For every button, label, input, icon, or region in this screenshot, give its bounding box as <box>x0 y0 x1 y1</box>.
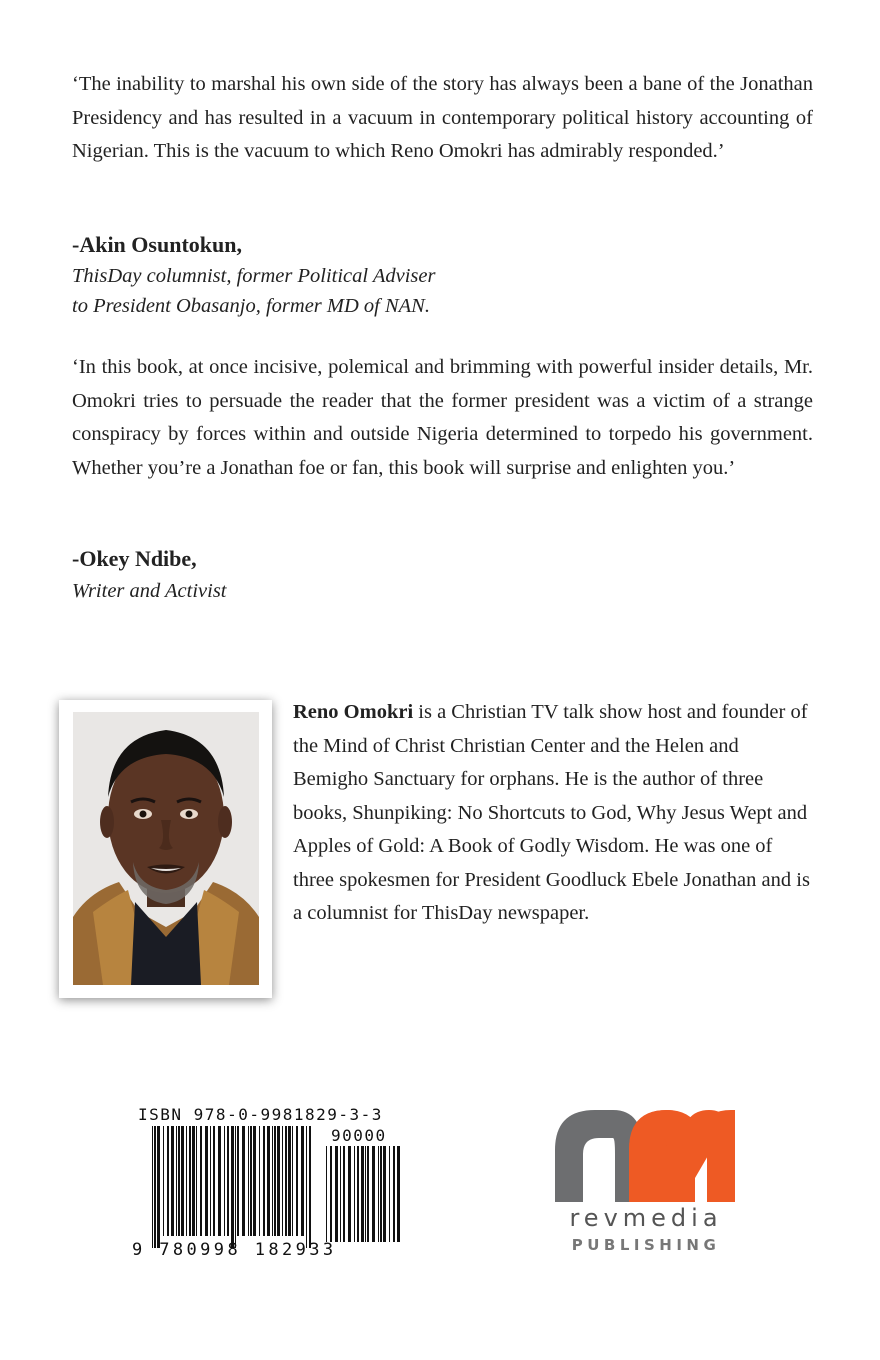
barcode-bar <box>365 1146 366 1242</box>
barcode-bar <box>227 1126 229 1236</box>
barcode-bar <box>171 1126 174 1236</box>
barcode-bar <box>192 1126 195 1236</box>
barcode-bar <box>326 1146 327 1242</box>
barcode-bar <box>213 1126 215 1236</box>
author-photo <box>73 712 259 985</box>
barcode-bar <box>309 1126 311 1248</box>
barcode-bar <box>372 1146 375 1242</box>
barcode-bar <box>272 1126 273 1236</box>
author-photo-frame <box>59 700 272 998</box>
barcode-bar <box>248 1126 249 1236</box>
barcode-bar <box>288 1126 291 1236</box>
barcode-bar <box>380 1146 382 1242</box>
barcode-bar <box>274 1126 276 1236</box>
barcode-digits: 9 780998 182933 <box>132 1240 337 1260</box>
barcode-bar <box>292 1126 293 1236</box>
isbn-barcode <box>152 1126 312 1248</box>
barcode-bar <box>340 1146 341 1242</box>
blurb-quote-2: ‘In this book, at once incisive, polemical and brimming with powerful insider details, Mr. Omokri tries to persuade the reader that the former president was a victim of a strange conspiracy by forces within and outside Nigeria determined to torpedo his government. Whether you’re a Jonathan foe or fan, this book will surprise and enlighten you.’ <box>72 356 813 479</box>
barcode-bar <box>285 1126 287 1236</box>
barcode-bar <box>378 1146 379 1242</box>
barcode-bar <box>178 1126 180 1236</box>
barcode-bar <box>306 1126 307 1248</box>
barcode-bar <box>389 1146 390 1242</box>
publisher-subtitle: PUBLISHING <box>571 1236 721 1254</box>
barcode-bar <box>237 1126 239 1236</box>
barcode-bar <box>186 1126 187 1236</box>
barcode-bar <box>393 1146 395 1242</box>
barcode-bar <box>267 1126 270 1236</box>
blurb-author-role-1-line-1: ThisDay columnist, former Political Adviser <box>72 265 436 287</box>
barcode-bar <box>253 1126 256 1236</box>
barcode-bar <box>235 1126 236 1248</box>
barcode-bar <box>397 1146 400 1242</box>
revmedia-logo-icon <box>555 1110 735 1202</box>
barcode-bar <box>154 1126 156 1248</box>
isbn-label: ISBN 978-0-9981829-3-3 <box>138 1105 383 1124</box>
barcode-bar <box>259 1126 260 1236</box>
barcode-bar <box>343 1146 345 1242</box>
publisher-name: revmedia <box>569 1204 723 1232</box>
barcode-bar <box>367 1146 369 1242</box>
barcode-bar <box>200 1126 202 1236</box>
barcode-bar <box>242 1126 245 1236</box>
blurb-author-role-1-line-2: to President Obasanjo, former MD of NAN. <box>72 295 430 317</box>
barcode-bar <box>224 1126 225 1236</box>
author-bio-text: is a Christian TV talk show host and founder of the Mind of Christ Christian Center and the Helen and Bemigho Sanctuary for orphans. He is the author of three books, Shunpiking: No Shortcuts to God, Why Jesus Wept and Apples of Gold: A Book of Godly Wisdom. He was one of three spokesmen for President Goodluck Ebele Jonathan and is a columnist for ThisDay newspaper. <box>293 701 810 924</box>
barcode-bar <box>163 1126 164 1236</box>
author-bio-name: Reno Omokri <box>293 701 414 723</box>
barcode-bar <box>152 1126 153 1248</box>
barcode-bar <box>210 1126 211 1236</box>
price-addon-barcode <box>326 1146 404 1242</box>
barcode-bar <box>335 1146 338 1242</box>
blurb-author-2: -Okey Ndibe, <box>72 546 197 571</box>
barcode-bar <box>330 1146 332 1242</box>
barcode-bar <box>167 1126 169 1236</box>
barcode-bar <box>205 1126 208 1236</box>
barcode-bar <box>189 1126 191 1236</box>
barcode-price-code: 90000 <box>331 1126 387 1145</box>
barcode-bar <box>181 1126 184 1236</box>
barcode-bar <box>176 1126 177 1236</box>
blurb-author-role-2: Writer and Activist <box>72 580 227 602</box>
barcode-bar <box>196 1126 197 1236</box>
barcode-bar <box>282 1126 283 1236</box>
barcode-bar <box>296 1126 298 1236</box>
blurb-author-1: -Akin Osuntokun, <box>72 232 242 257</box>
blurb-author-role-1 <box>72 261 435 321</box>
barcode-bar <box>301 1126 304 1236</box>
author-portrait-illustration <box>73 712 259 985</box>
barcode-bar <box>277 1126 280 1236</box>
barcode-bar <box>250 1126 252 1236</box>
author-bio <box>293 696 813 931</box>
barcode-bar <box>383 1146 386 1242</box>
barcode-bar <box>231 1126 234 1248</box>
blurb-quote-1: ‘The inability to marshal his own side of the story has always been a bane of the Jonathan Presidency and has resulted in a vacuum in contemporary political history accounting of Nigerian. This is the vacuum to which Reno Omokri has admirably responded.’ <box>72 73 813 162</box>
barcode-bar <box>218 1126 221 1236</box>
barcode-bar <box>361 1146 364 1242</box>
barcode-bar <box>348 1146 351 1242</box>
barcode-bar <box>263 1126 265 1236</box>
barcode-bar <box>357 1146 359 1242</box>
barcode-bar <box>157 1126 160 1248</box>
barcode-bar <box>354 1146 355 1242</box>
